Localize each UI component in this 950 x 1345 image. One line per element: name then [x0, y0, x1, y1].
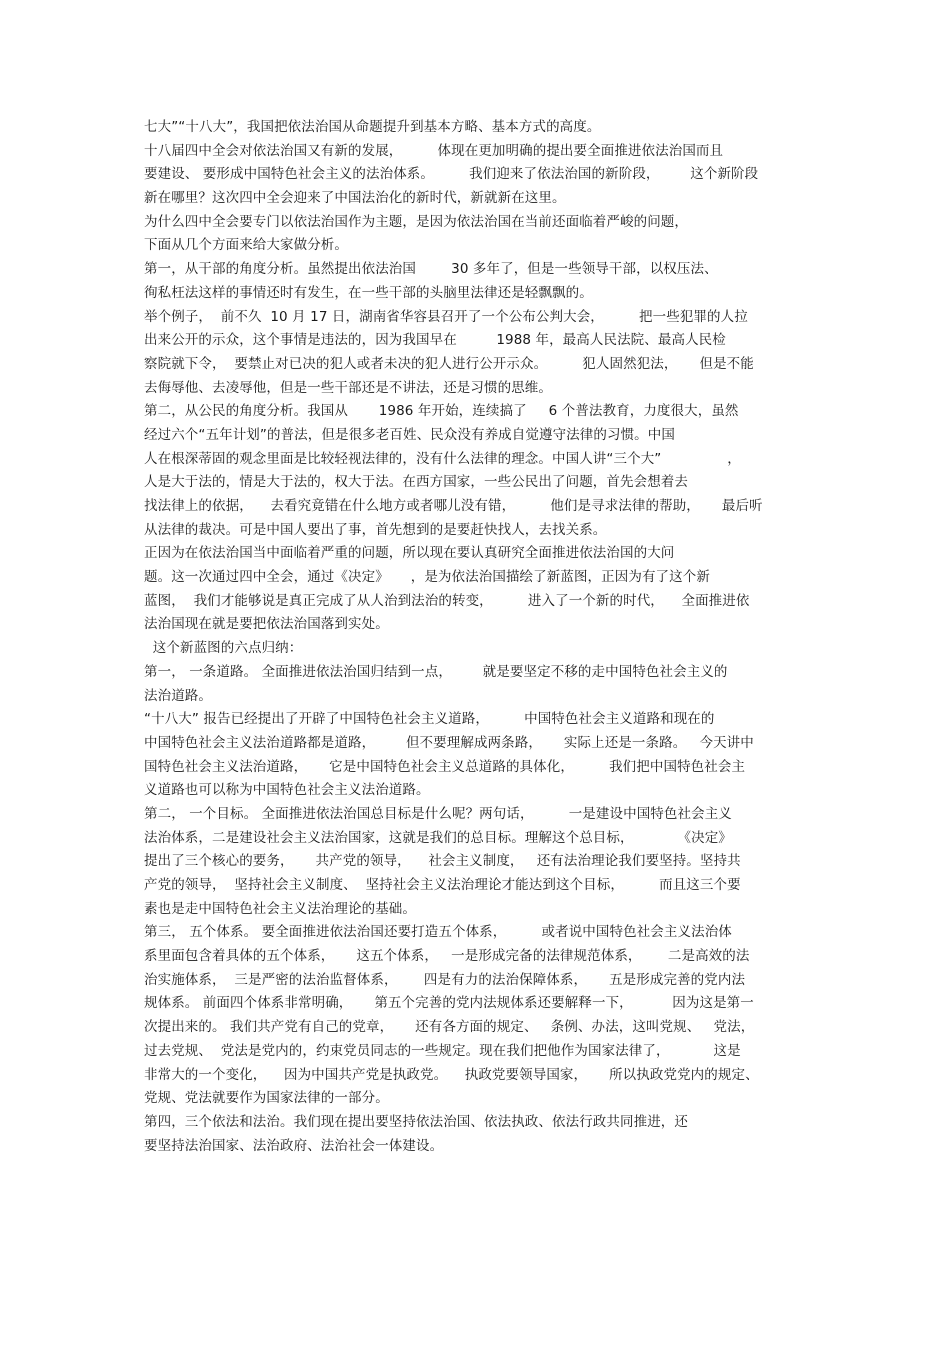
text-line: 素也是走中国特色社会主义法治理论的基础。	[144, 900, 416, 917]
text-line: 为什么四中全会要专门以依法治国作为主题，是因为依法治国在当前还面临着严峻的问题，	[144, 213, 688, 230]
text-line: 举个例子， 前不久 10 月 17 日，湖南省华容县召开了一个公布公判大会， 把一些犯罪的人拉	[144, 308, 748, 325]
text-line: 过去党规、 党法是党内的，约束党员同志的一些规定。现在我们把他作为国家法律了， 这是	[144, 1042, 741, 1059]
text-line: 提出了三个核心的要务， 共产党的领导， 社会主义制度， 还有法治理论我们要坚持。坚持共	[144, 853, 741, 870]
text-line: 规体系。 前面四个体系非常明确， 第五个完善的党内法规体系还要解释一下， 因为这是第一	[144, 995, 754, 1012]
text-line: 人是大于法的，情是大于法的，权大于法。在西方国家，一些公民出了问题，首先会想着去	[144, 474, 688, 491]
text-line: 第二， 一个目标。 全面推进依法治国总目标是什么呢？两句话， 一是建设中国特色社会主义	[144, 805, 732, 822]
text-line: 找法律上的依据， 去看究竟错在什么地方或者哪儿没有错， 他们是寻求法律的帮助， 最后听	[144, 498, 763, 514]
text-line: 第四，三个依法和法治。我们现在提出要坚持依法治国、依法执政、依法行政共同推进，还	[144, 1113, 688, 1130]
text-line: 七大”“十八大”，我国把依法治国从命题提升到基本方略、基本方式的高度。	[144, 119, 601, 135]
text-line: 第一， 一条道路。 全面推进依法治国归结到一点， 就是要坚定不移的走中国特色社会主义的	[144, 663, 728, 680]
text-line: 要建设、 要形成中国特色社会主义的法治体系。 我们迎来了依法治国的新阶段， 这个新阶段	[144, 166, 759, 183]
text-line: 新在哪里？这次四中全会迎来了中国法治化的新时代，新就新在这里。	[144, 190, 566, 207]
text-line: 徇私枉法这样的事情还时有发生，在一些干部的头脑里法律还是轻飘飘的。	[144, 284, 593, 301]
text-line: 治实施体系， 三是严密的法治监督体系， 四是有力的法治保障体系， 五是形成完善的党内法	[144, 971, 746, 988]
text-line: 从法律的裁决。可是中国人要出了事，首先想到的是要赶快找人，去找关系。	[144, 521, 607, 538]
text-line: 人在根深蒂固的观念里面是比较轻视法律的，没有什么法律的理念。中国人讲“三个大” ，	[144, 450, 741, 467]
text-line: 第二，从公民的角度分析。我国从 1986 年开始，连续搞了 6 个普法教育，力度很大，虽然	[144, 403, 739, 420]
text-line: 法治道路。	[144, 687, 212, 704]
text-line: 第三， 五个体系。 要全面推进依法治国还要打造五个体系， 或者说中国特色社会主义法治体	[144, 924, 732, 941]
text-line: 正因为在依法治国当中面临着严重的问题，所以现在要认真研究全面推进依法治国的大问	[144, 545, 675, 562]
text-line: 法治体系，二是建设社会主义法治国家，这就是我们的总目标。理解这个总目标， 《决定》	[144, 829, 732, 846]
text-line: 党规、党法就要作为国家法律的一部分。	[144, 1090, 389, 1107]
text-line: 产党的领导， 坚持社会主义制度、 坚持社会主义法治理论才能达到这个目标， 而且这三个要	[144, 877, 741, 893]
text-line: 题。这一次通过四中全会，通过《决定》 ，是为依法治国描绘了新蓝图，正因为有了这个新	[144, 569, 710, 586]
text-line: 系里面包含着具体的五个体系， 这五个体系， 一是形成完备的法律规范体系， 二是高效的法	[144, 948, 750, 965]
text-line: 次提出来的。 我们共产党有自己的党章， 还有各方面的规定、 条例、办法，这叫党规、 党法，	[144, 1019, 755, 1036]
text-line: 察院就下令， 要禁止对已决的犯人或者未决的犯人进行公开示众。 犯人固然犯法， 但是不能	[144, 355, 754, 372]
text-line: 国特色社会主义法治道路， 它是中国特色社会主义总道路的具体化， 我们把中国特色社会主	[144, 758, 746, 775]
text-line: 法治国现在就是要把依法治国落到实处。	[144, 616, 389, 633]
text-line: 这个新蓝图的六点归纳：	[144, 640, 303, 657]
text-line: 非常大的一个变化， 因为中国共产党是执政党。 执政党要领导国家， 所以执政党党内的规定、	[144, 1066, 759, 1083]
text-line: 义道路也可以称为中国特色社会主义法治道路。	[144, 782, 430, 799]
text-line: 第一，从干部的角度分析。虽然提出依法治国 30 多年了，但是一些领导干部，以权压法、	[144, 261, 718, 278]
text-line: 下面从几个方面来给大家做分析。	[144, 237, 348, 254]
text-line: 经过六个“五年计划”的普法，但是很多老百姓、民众没有养成自觉遵守法律的习惯。中国	[144, 426, 675, 443]
text-line: 十八届四中全会对依法治国又有新的发展， 体现在更加明确的提出要全面推进依法治国而且	[144, 142, 724, 159]
document-page	[144, 116, 809, 1158]
text-line: “十八大” 报告已经提出了开辟了中国特色社会主义道路， 中国特色社会主义道路和现在的	[144, 711, 715, 728]
text-line: 出来公开的示众，这个事情是违法的，因为我国早在 1988 年，最高人民法院、最高人民检	[144, 332, 726, 349]
text-line: 要坚持法治国家、法治政府、法治社会一体建设。	[144, 1137, 444, 1154]
text-line: 蓝图， 我们才能够说是真正完成了从人治到法治的转变， 进入了一个新的时代， 全面推进依	[144, 592, 750, 609]
text-line: 去侮辱他、去凌辱他，但是一些干部还是不讲法，还是习惯的思维。	[144, 379, 552, 396]
text-line: 中国特色社会主义法治道路都是道路， 但不要理解成两条路， 实际上还是一条路。 今天讲中	[144, 734, 754, 751]
